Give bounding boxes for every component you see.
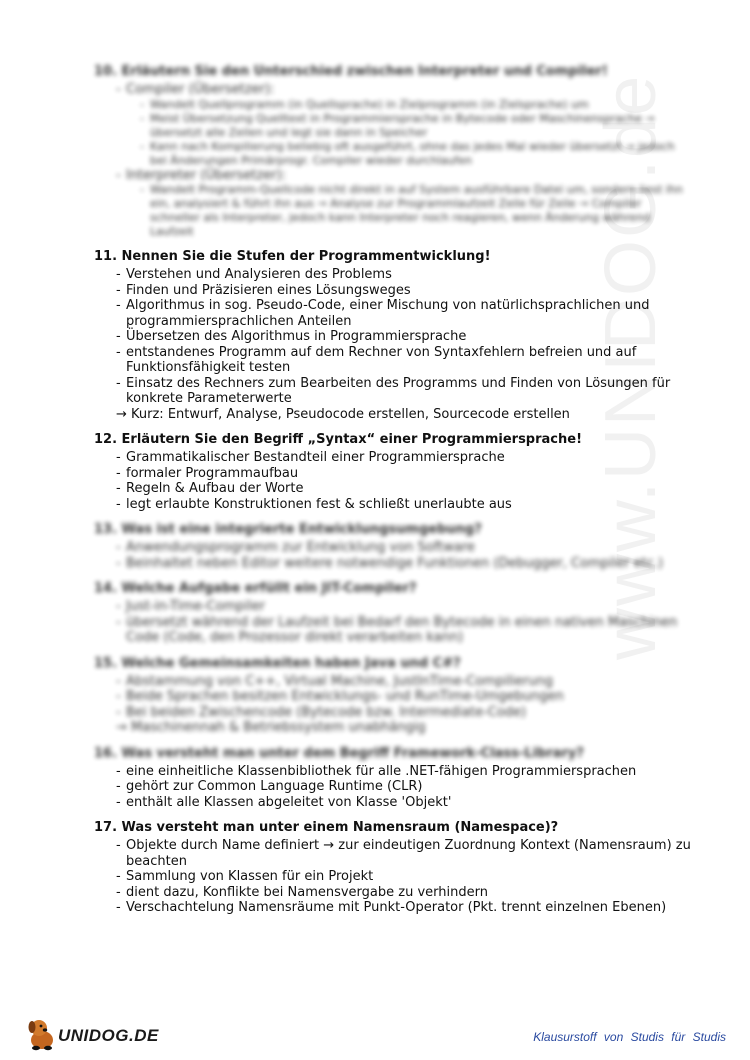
sub-item: - Wandelt Programm-Quellcode nicht direkt in auf System ausführbare Datei um, sondern liest ihn ein, analysiert & führt ihn aus → Analyse zur Programmlaufzeit Zeile für Zeile → Compiler schneller als Interpreter, jedoch kann Interpreter noch reagieren, wenn Änderung während Laufzeit (140, 183, 694, 239)
question-11 (94, 249, 694, 422)
answer-item: - Grammatikalischer Bestandteil einer Programmiersprache (116, 450, 694, 466)
answer-item: - Regeln & Aufbau der Worte (116, 481, 694, 497)
answer-list (94, 674, 694, 736)
question-title: 14. Welche Aufgabe erfüllt ein JIT-Compiler? (94, 581, 417, 596)
footer-tagline: Klausurstoff von Studis für Studis (533, 1030, 726, 1044)
answer-item: - Beide Sprachen besitzen Entwicklungs- und RunTime-Umgebungen (116, 689, 694, 705)
answer-item: - Interpreter (Übersetzer): (116, 168, 694, 184)
question-title: 12. Erläutern Sie den Begriff „Syntax“ einer Programmiersprache! (94, 432, 583, 447)
question-13 (94, 522, 694, 571)
answer-item: - eine einheitliche Klassenbibliothek für alle .NET-fähigen Programmiersprachen (116, 764, 694, 780)
answer-list (94, 82, 694, 239)
question-title: 16. Was versteht man unter dem Begriff Framework-Class-Library? (94, 745, 584, 761)
answer-list (94, 599, 694, 646)
answer-item: - Verstehen und Analysieren des Problems (116, 267, 694, 283)
answer-item: - legt erlaubte Konstruktionen fest & schließt unerlaubte aus (116, 497, 694, 513)
answer-item: - Anwendungsprogramm zur Entwicklung von Software (116, 540, 694, 556)
logo-text: UNIDOG.DE (58, 1026, 159, 1045)
answer-item: - dient dazu, Konflikte bei Namensvergabe zu verhindern (116, 885, 694, 901)
answer-item: - entstandenes Programm auf dem Rechner von Syntaxfehlern befreien und auf Funktionsfähigkeit testen (116, 345, 694, 376)
question-title: 10. Erläutern Sie den Unterschied zwischen Interpreter und Compiler! (94, 64, 608, 79)
sub-item: - Wandelt Quellprogramm (in Quellsprache) in Zielprogramm (in Zielsprache) um (140, 98, 694, 112)
sub-list (116, 98, 694, 168)
answer-item: - formaler Programmaufbau (116, 466, 694, 482)
sub-item: - Kann nach Kompilierung beliebig oft ausgeführt, ohne das jedes Mal wieder übersetzt → jedoch bei Änderungen Primärprogr. Compiler wieder durchlaufen (140, 140, 694, 168)
question-10 (94, 64, 694, 239)
answer-item: - Einsatz des Rechners zum Bearbeiten des Programms und Finden von Lösungen für konkrete Parameterwerte (116, 376, 694, 407)
answer-list (94, 764, 694, 811)
unidog-logo (22, 1014, 162, 1054)
answer-item: - Algorithmus in sog. Pseudo-Code, einer Mischung von natürlichsprachlichen und programmiersprachlichen Anteilen (116, 298, 694, 329)
dog-mascot-icon (22, 1014, 62, 1054)
answer-list (94, 267, 694, 422)
question-14 (94, 581, 694, 646)
answer-list (94, 540, 694, 571)
sub-list (116, 183, 694, 239)
answer-item: - Übersetzen des Algorithmus in Programmiersprache (116, 329, 694, 345)
question-title: 15. Welche Gemeinsamkeiten haben Java und C#? (94, 655, 461, 671)
question-12 (94, 432, 694, 512)
question-title: 17. Was versteht man unter einem Namensraum (Namespace)? (94, 820, 559, 835)
answer-item: - Finden und Präzisieren eines Lösungsweges (116, 283, 694, 299)
answer-item: - Verschachtelung Namensräume mit Punkt-Operator (Pkt. trennt einzelnen Ebenen) (116, 900, 694, 916)
question-17 (94, 820, 694, 916)
answer-item: - Abstammung von C++, Virtual Machine, JustInTime-Compilierung (116, 674, 694, 690)
question-16 (94, 746, 694, 811)
answer-item: → Maschinennah & Betriebssystem unabhängig (116, 720, 426, 735)
summary-line: → Kurz: Entwurf, Analyse, Pseudocode erstellen, Sourcecode erstellen (116, 406, 570, 422)
answer-list (94, 450, 694, 512)
answer-item: - übersetzt während der Laufzeit bei Bedarf den Bytecode in einen nativen Maschinen Code (Code, den Prozessor direkt verarbeiten kann) (116, 615, 694, 646)
question-title: 11. Nennen Sie die Stufen der Programmentwicklung! (94, 249, 491, 264)
answer-item: - Just-in-Time-Compiler (116, 599, 694, 615)
answer-item: - Beinhaltet neben Editor weitere notwendige Funktionen (Debugger, Compiler etc.) (116, 556, 694, 572)
question-title: 13. Was ist eine integrierte Entwicklungsumgebung? (94, 522, 482, 537)
answer-item: - Objekte durch Name definiert → zur eindeutigen Zuordnung Kontext (Namensraum) zu beachten (116, 838, 694, 869)
answer-item: - enthält alle Klassen abgeleitet von Klasse 'Objekt' (116, 795, 694, 811)
sub-item: - Meist Übersetzung Quelltext in Programmiersprache in Bytecode oder Maschinensprache → übersetzt alle Zeilen und legt sie dann in Speicher (140, 112, 694, 140)
answer-list (94, 838, 694, 916)
content (94, 64, 694, 926)
question-15 (94, 656, 694, 736)
answer-item: - Sammlung von Klassen für ein Projekt (116, 869, 694, 885)
answer-item: - gehört zur Common Language Runtime (CLR) (116, 779, 694, 795)
watermark: www.UNIDOG.de (591, 73, 671, 660)
answer-item: - Compiler (Übersetzer): (116, 82, 694, 98)
answer-item: - Bei beiden Zwischencode (Bytecode bzw. Intermediate-Code) (116, 705, 694, 721)
